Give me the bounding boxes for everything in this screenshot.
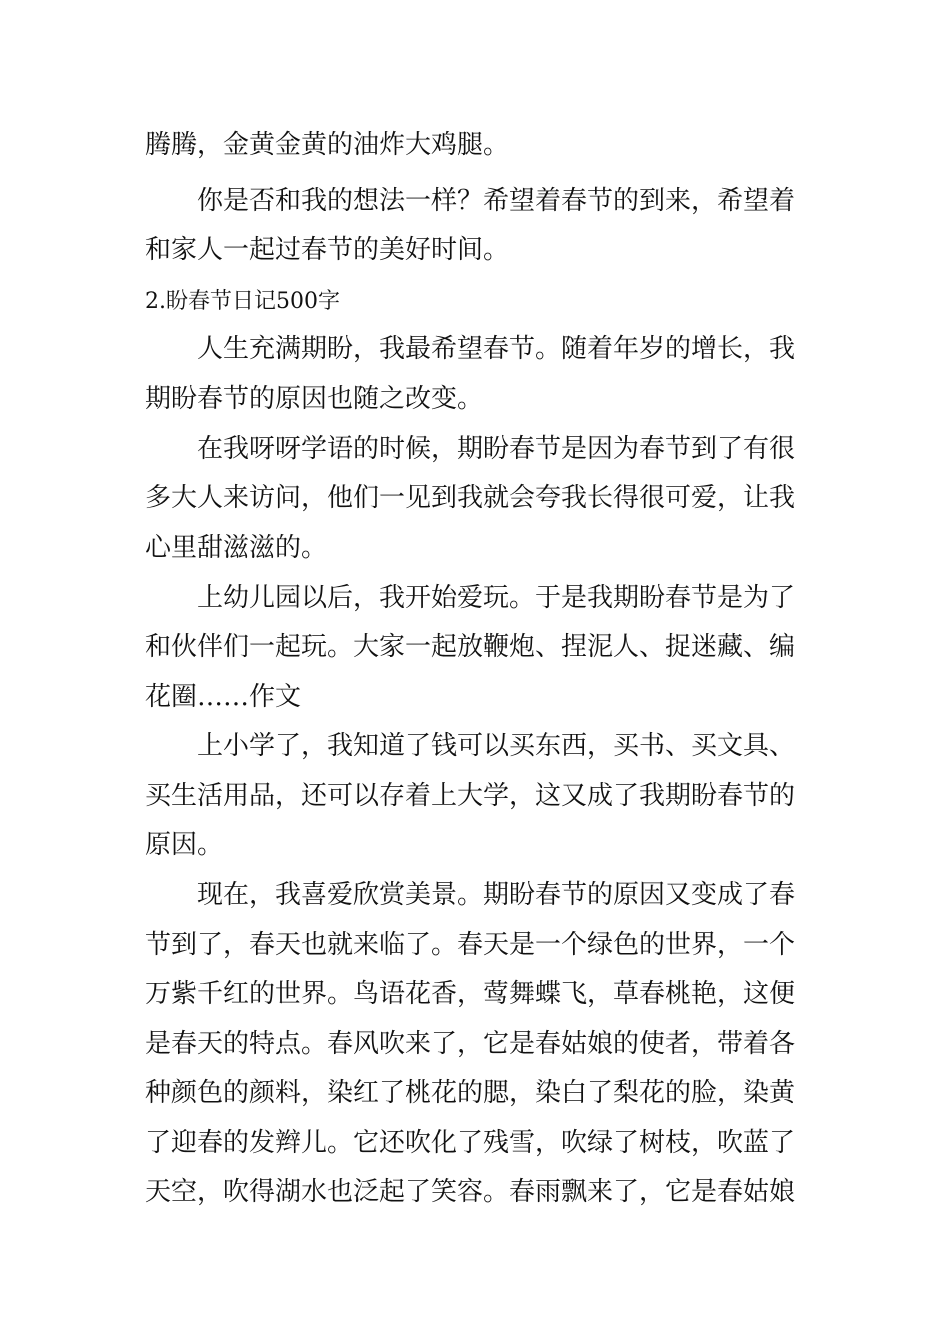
text-line-15: 原因。 bbox=[145, 830, 224, 860]
text-line-22: 天空，吹得湖水也泛起了笑容。春雨飘来了，它是春姑娘 bbox=[145, 1177, 796, 1207]
text-line-21: 了迎春的发辫儿。它还吹化了残雪，吹绿了树枝，吹蓝了 bbox=[145, 1128, 796, 1158]
text-line-10: 上幼儿园以后，我开始爱玩。于是我期盼春节是为了 bbox=[197, 583, 796, 613]
text-line-2: 你是否和我的想法一样？希望着春节的到来，希望着 bbox=[197, 186, 796, 216]
text-line-14: 买生活用品，还可以存着上大学，这又成了我期盼春节的 bbox=[145, 781, 796, 811]
text-line-17: 节到了，春天也就来临了。春天是一个绿色的世界，一个 bbox=[145, 930, 796, 960]
text-line-19: 是春天的特点。春风吹来了，它是春姑娘的使者，带着各 bbox=[145, 1029, 796, 1059]
text-line-8: 多大人来访问，他们一见到我就会夸我长得很可爱，让我 bbox=[145, 483, 796, 513]
text-line-16: 现在，我喜爱欣赏美景。期盼春节的原因又变成了春 bbox=[197, 880, 796, 910]
text-line-11: 和伙伴们一起玩。大家一起放鞭炮、捏泥人、捉迷藏、编 bbox=[145, 632, 796, 662]
text-line-13: 上小学了，我知道了钱可以买东西，买书、买文具、 bbox=[197, 731, 796, 761]
text-line-6: 期盼春节的原因也随之改变。 bbox=[145, 384, 484, 414]
text-line-5: 人生充满期盼，我最希望春节。随着年岁的增长，我 bbox=[197, 334, 796, 364]
text-line-1: 腾腾，金黄金黄的油炸大鸡腿。 bbox=[145, 130, 510, 160]
section-heading: 2.盼春节日记500字 bbox=[145, 289, 340, 314]
text-line-18: 万紫千红的世界。鸟语花香，莺舞蝶飞，草春桃艳，这便 bbox=[145, 979, 796, 1009]
text-line-7: 在我呀呀学语的时候，期盼春节是因为春节到了有很 bbox=[197, 434, 796, 464]
text-line-20: 种颜色的颜料，染红了桃花的腮，染白了梨花的脸，染黄 bbox=[145, 1078, 796, 1108]
text-line-12: 花圈……作文 bbox=[145, 682, 302, 712]
text-line-9: 心里甜滋滋的。 bbox=[145, 533, 328, 563]
text-line-3: 和家人一起过春节的美好时间。 bbox=[145, 235, 510, 265]
